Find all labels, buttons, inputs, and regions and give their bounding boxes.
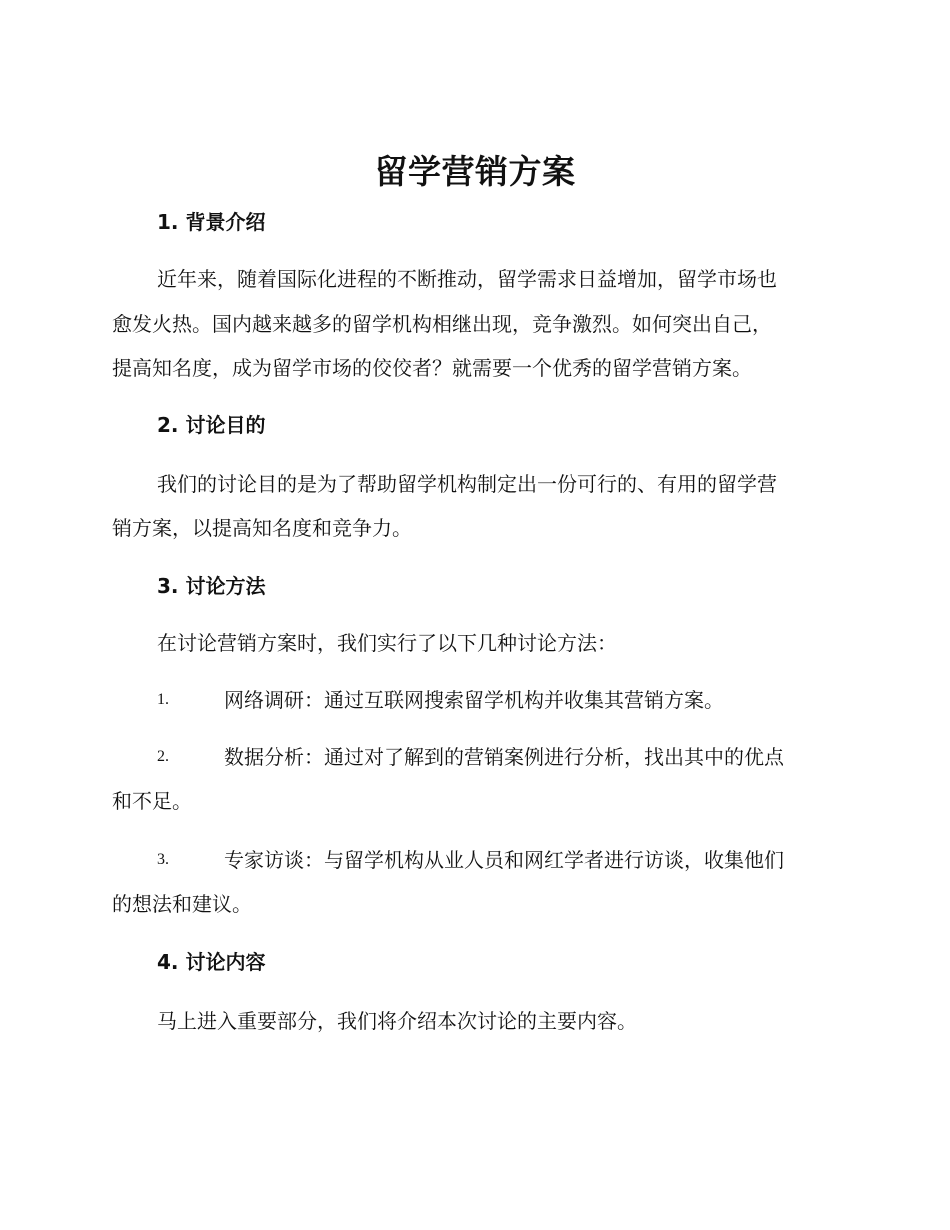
- section-4-heading: 4. 讨论内容: [157, 950, 266, 974]
- section-4-paragraph-line-1: 马上进入重要部分，我们将介绍本次讨论的主要内容。: [157, 1009, 637, 1033]
- section-2-paragraph-line-2: 销方案，以提高知名度和竞争力。: [112, 516, 412, 540]
- list-item-3-number: 3.: [157, 851, 169, 868]
- section-1-heading: 1. 背景介绍: [157, 210, 266, 234]
- section-2-heading: 2. 讨论目的: [157, 413, 266, 437]
- list-item-2-number: 2.: [157, 748, 169, 765]
- list-item-1-number: 1.: [157, 691, 169, 708]
- list-item-1-text: 网络调研：通过互联网搜索留学机构并收集其营销方案。: [224, 688, 724, 712]
- section-1-paragraph-line-3: 提高知名度，成为留学市场的佼佼者？就需要一个优秀的留学营销方案。: [112, 356, 752, 380]
- list-item-3-text-line-2: 的想法和建议。: [112, 892, 252, 916]
- document-title: 留学营销方案: [374, 152, 576, 191]
- section-3-intro: 在讨论营销方案时，我们实行了以下几种讨论方法：: [157, 631, 617, 655]
- list-item-2-text-line-1: 数据分析：通过对了解到的营销案例进行分析，找出其中的优点: [224, 745, 784, 769]
- section-1-paragraph-line-1: 近年来，随着国际化进程的不断推动，留学需求日益增加，留学市场也: [157, 267, 777, 291]
- list-item-2-text-line-2: 和不足。: [112, 789, 192, 813]
- section-3-heading: 3. 讨论方法: [157, 574, 266, 598]
- section-2-paragraph-line-1: 我们的讨论目的是为了帮助留学机构制定出一份可行的、有用的留学营: [157, 472, 777, 496]
- list-item-3-text-line-1: 专家访谈：与留学机构从业人员和网红学者进行访谈，收集他们: [224, 848, 784, 872]
- section-1-paragraph-line-2: 愈发火热。国内越来越多的留学机构相继出现，竞争激烈。如何突出自己，: [112, 312, 772, 336]
